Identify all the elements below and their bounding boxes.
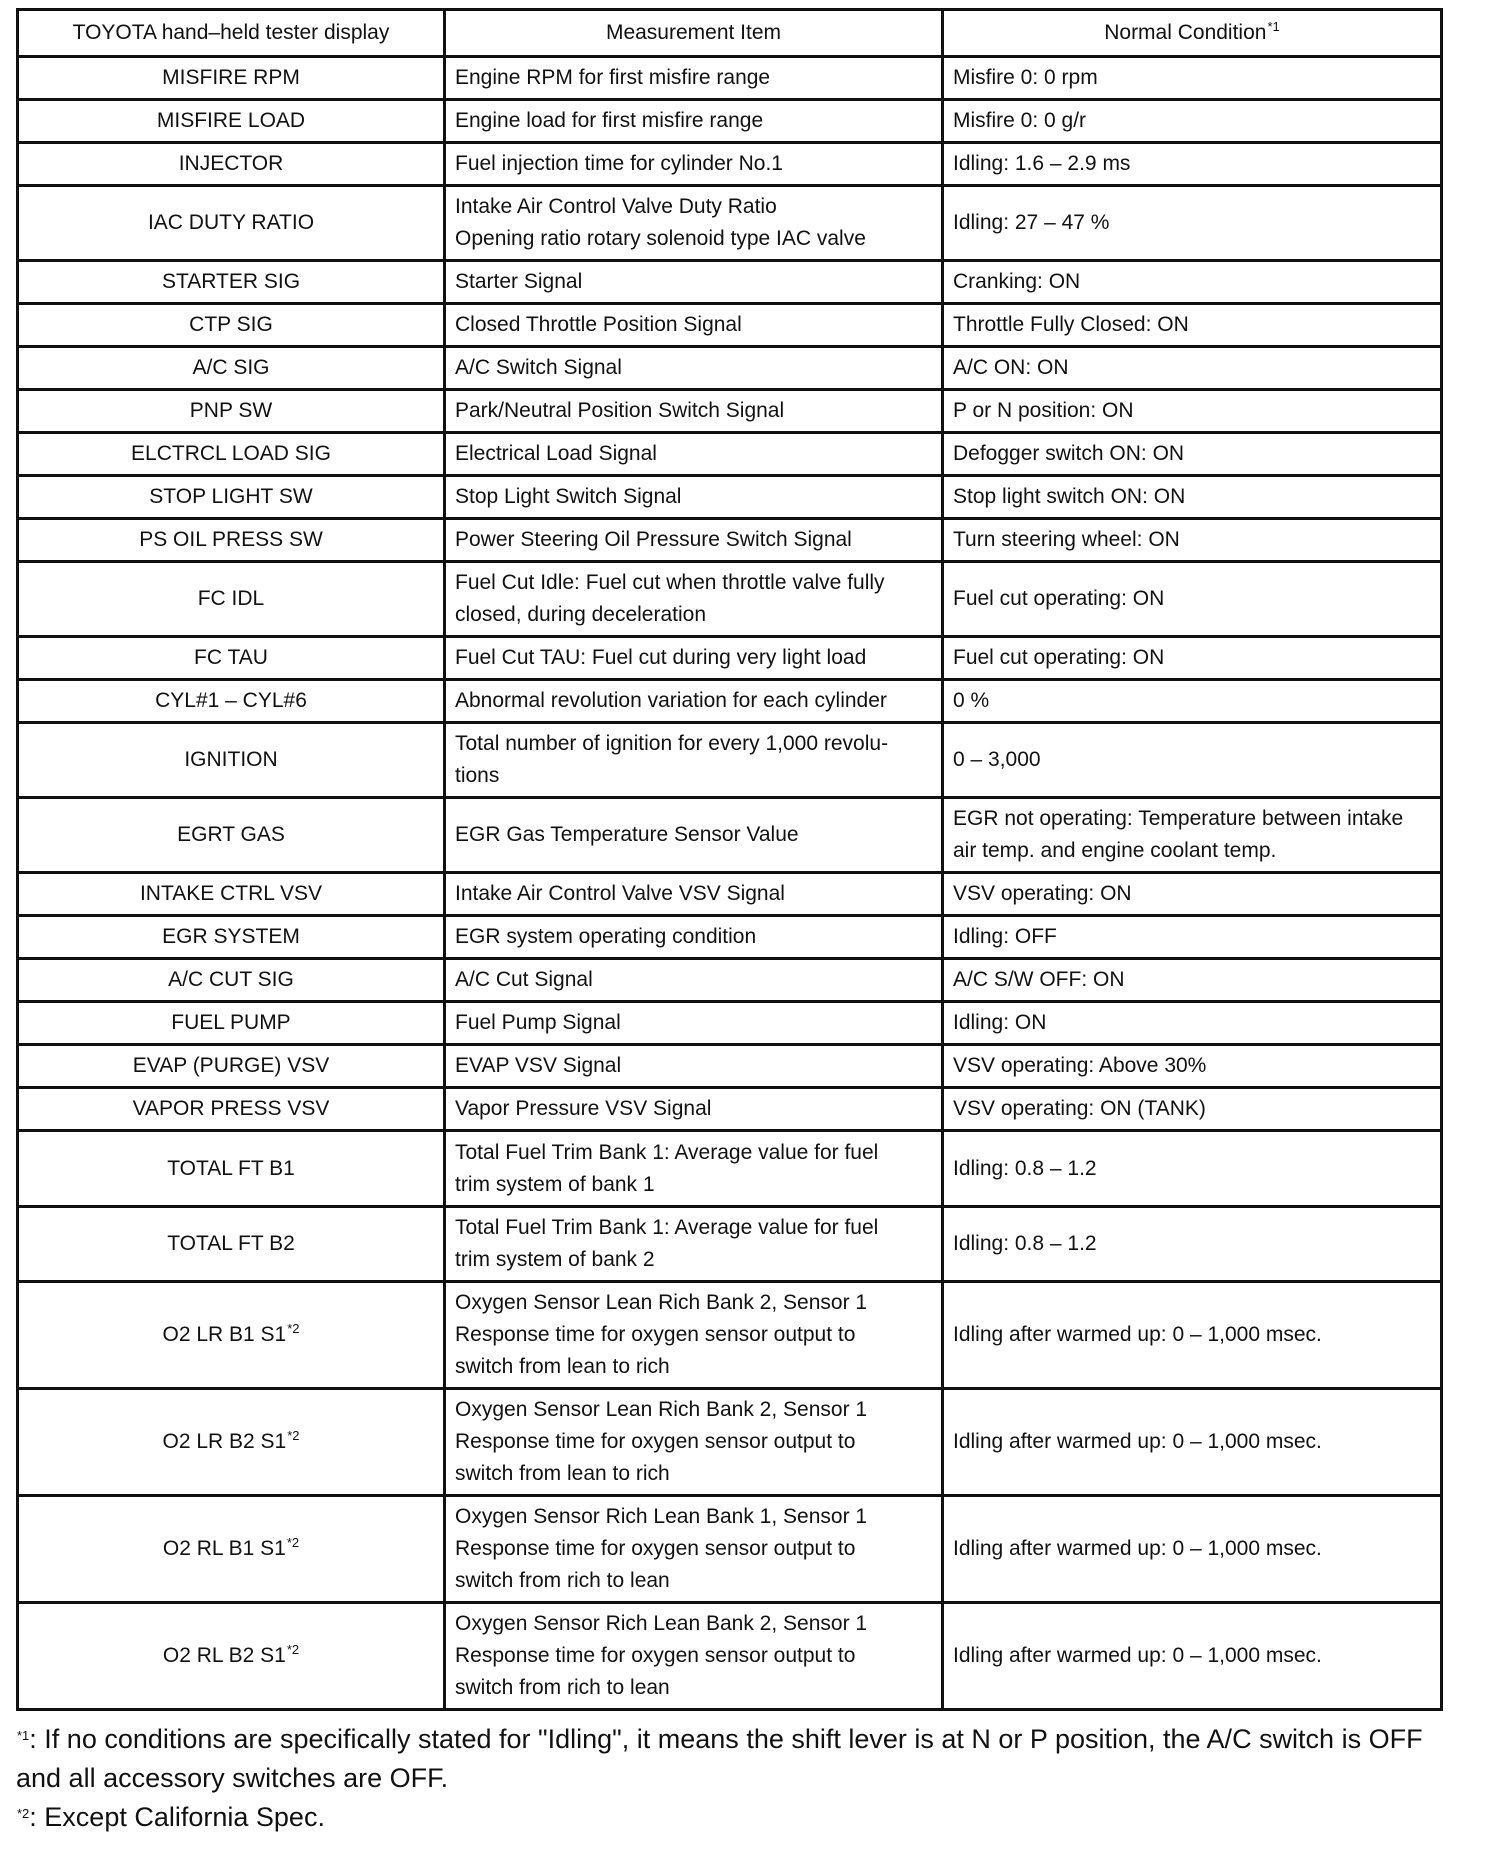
- measurement-item-line: Intake Air Control Valve Duty Ratio: [455, 195, 777, 218]
- measurement-item-cell: [445, 186, 943, 261]
- normal-condition-cell: [943, 1207, 1442, 1282]
- display-cell: [18, 1002, 445, 1045]
- table-row: [18, 1088, 1442, 1131]
- measurement-item-line: trim system of bank 1: [455, 1172, 655, 1196]
- table-row: [18, 261, 1442, 304]
- normal-condition-cell: [943, 347, 1442, 390]
- display-name: A/C SIG: [192, 356, 270, 379]
- header-condition-label: Normal Condition: [1104, 21, 1267, 44]
- measurement-item-line: Starter Signal: [455, 270, 583, 293]
- display-cell: [18, 1045, 445, 1088]
- normal-condition-cell: [943, 100, 1442, 143]
- normal-condition-cell: [943, 304, 1442, 347]
- measurement-item-line: switch from rich to lean: [455, 1676, 670, 1699]
- display-name: PNP SW: [189, 399, 273, 422]
- measurement-item-cell: [445, 723, 943, 798]
- header-display: [18, 10, 445, 57]
- normal-condition-line: P or N position: ON: [953, 399, 1134, 422]
- normal-condition-cell: [943, 1088, 1442, 1131]
- measurement-item-line: Total Fuel Trim Bank 1: Average value for fuel: [455, 1216, 879, 1239]
- measurement-item-cell: [445, 1045, 943, 1088]
- table-row: [18, 519, 1442, 562]
- footnote-text: : Except California Spec.: [29, 1802, 325, 1832]
- measurement-item-cell: [445, 916, 943, 959]
- measurement-item-line: Park/Neutral Position Switch Signal: [455, 399, 785, 422]
- normal-condition-cell: [943, 680, 1442, 723]
- display-name: MISFIRE RPM: [162, 66, 300, 89]
- table-row: [18, 1282, 1442, 1389]
- table-row: [18, 390, 1442, 433]
- normal-condition-line: Misfire 0: 0 g/r: [953, 109, 1087, 132]
- table-row: [18, 1045, 1442, 1088]
- normal-condition-cell: [943, 433, 1442, 476]
- display-cell: [18, 562, 445, 637]
- measurement-item-line: Power Steering Oil Pressure Switch Signal: [455, 528, 852, 551]
- measurement-item-cell: [445, 959, 943, 1002]
- display-cell: [18, 637, 445, 680]
- measurement-item-cell: [445, 1207, 943, 1282]
- normal-condition-cell: [943, 1496, 1442, 1603]
- measurement-item-cell: [445, 476, 943, 519]
- display-cell: [18, 304, 445, 347]
- measurement-item-cell: [445, 261, 943, 304]
- measurement-item-cell: [445, 390, 943, 433]
- measurement-item-cell: [445, 433, 943, 476]
- measurement-item-line: EVAP VSV Signal: [455, 1054, 622, 1077]
- measurement-item-line: Oxygen Sensor Rich Lean Bank 2, Sensor 1: [455, 1612, 868, 1635]
- table-row: [18, 680, 1442, 723]
- normal-condition-cell: [943, 57, 1442, 100]
- display-name: O2 RL B1 S1: [162, 1537, 286, 1560]
- normal-condition-cell: [943, 476, 1442, 519]
- table-row: [18, 143, 1442, 186]
- normal-condition-line: Idling: 27 – 47 %: [953, 211, 1110, 234]
- table-row: [18, 57, 1442, 100]
- normal-condition-line: Throttle Fully Closed: ON: [953, 313, 1189, 336]
- measurement-item-cell: [445, 57, 943, 100]
- measurement-item-line: Fuel Cut Idle: Fuel cut when throttle valve fully: [455, 571, 885, 594]
- display-cell: [18, 390, 445, 433]
- display-name: TOTAL FT B2: [167, 1232, 295, 1255]
- measurement-item-line: Total Fuel Trim Bank 1: Average value for fuel: [455, 1140, 879, 1164]
- measurement-item-cell: [445, 1603, 943, 1710]
- footnote-2: [16, 1798, 1456, 1837]
- footnote-text: : If no conditions are specifically stated for "Idling", it means the shift lever is at N or P position, the A/C switch is OFF and all accessory switches are OFF.: [16, 1724, 1423, 1793]
- display-name: INTAKE CTRL VSV: [139, 882, 323, 905]
- display-cell: [18, 186, 445, 261]
- table-body: [18, 57, 1442, 1710]
- table-row: [18, 1002, 1442, 1045]
- display-cell: [18, 798, 445, 873]
- normal-condition-cell: [943, 959, 1442, 1002]
- display-name: A/C CUT SIG: [168, 968, 294, 991]
- display-cell: [18, 680, 445, 723]
- measurement-item-line: switch from lean to rich: [455, 1462, 670, 1485]
- footnotes: [16, 1720, 1456, 1837]
- display-name: IAC DUTY RATIO: [147, 211, 315, 234]
- display-cell: [18, 873, 445, 916]
- normal-condition-line: Idling: 0.8 – 1.2: [953, 1232, 1097, 1255]
- display-cell: [18, 1389, 445, 1496]
- normal-condition-cell: [943, 1282, 1442, 1389]
- display-cell: [18, 1603, 445, 1710]
- table-row: [18, 916, 1442, 959]
- normal-condition-cell: [943, 1603, 1442, 1710]
- normal-condition-line: Stop light switch ON: ON: [953, 485, 1186, 508]
- measurement-item-cell: [445, 1282, 943, 1389]
- measurement-item-line: Engine load for first misfire range: [455, 109, 764, 132]
- measurement-item-line: Abnormal revolution variation for each cylinder: [455, 689, 887, 712]
- display-name: FUEL PUMP: [171, 1011, 291, 1034]
- table-row: [18, 1389, 1442, 1496]
- display-name: FC TAU: [194, 646, 268, 669]
- measurement-item-line: Response time for oxygen sensor output to: [455, 1537, 856, 1560]
- normal-condition-cell: [943, 519, 1442, 562]
- measurement-item-line: Vapor Pressure VSV Signal: [455, 1097, 712, 1120]
- normal-condition-cell: [943, 1045, 1442, 1088]
- footnote-mark: *2: [287, 1428, 300, 1443]
- measurement-item-line: tions: [455, 764, 500, 787]
- display-name: CTP SIG: [189, 313, 273, 336]
- normal-condition-cell: [943, 1002, 1442, 1045]
- header-normal-condition: [943, 10, 1442, 57]
- normal-condition-line: Fuel cut operating: ON: [953, 587, 1165, 610]
- normal-condition-cell: [943, 798, 1442, 873]
- display-cell: [18, 100, 445, 143]
- normal-condition-cell: [943, 873, 1442, 916]
- measurement-item-cell: [445, 680, 943, 723]
- normal-condition-line: 0 – 3,000: [953, 748, 1041, 771]
- measurement-item-line: trim system of bank 2: [455, 1248, 655, 1271]
- display-name: PS OIL PRESS SW: [139, 528, 323, 551]
- table-row: [18, 433, 1442, 476]
- footnote-mark: *2: [17, 1806, 30, 1821]
- display-cell: [18, 57, 445, 100]
- normal-condition-line: Idling after warmed up: 0 – 1,000 msec.: [953, 1430, 1322, 1453]
- measurement-item-line: Fuel Pump Signal: [455, 1011, 621, 1034]
- measurement-item-cell: [445, 873, 943, 916]
- measurement-item-line: Electrical Load Signal: [455, 442, 657, 465]
- table-row: [18, 186, 1442, 261]
- display-name: INJECTOR: [178, 152, 284, 175]
- display-cell: [18, 1282, 445, 1389]
- measurement-item-cell: [445, 1389, 943, 1496]
- header-item-label: Measurement Item: [605, 21, 782, 44]
- normal-condition-line: Fuel cut operating: ON: [953, 646, 1165, 669]
- display-name: EGRT GAS: [177, 823, 285, 846]
- measurement-item-cell: [445, 637, 943, 680]
- measurement-item-cell: [445, 304, 943, 347]
- measurement-item-line: Intake Air Control Valve VSV Signal: [455, 882, 785, 905]
- normal-condition-cell: [943, 186, 1442, 261]
- display-name: FC IDL: [197, 587, 265, 610]
- table-row: [18, 1603, 1442, 1710]
- measurement-item-cell: [445, 143, 943, 186]
- measurement-item-line: A/C Cut Signal: [455, 968, 593, 991]
- normal-condition-cell: [943, 637, 1442, 680]
- table-row: [18, 304, 1442, 347]
- normal-condition-cell: [943, 723, 1442, 798]
- footnote-mark: *1: [1267, 19, 1280, 34]
- display-cell: [18, 347, 445, 390]
- table-row: [18, 959, 1442, 1002]
- normal-condition-line: Misfire 0: 0 rpm: [953, 66, 1098, 89]
- normal-condition-cell: [943, 916, 1442, 959]
- normal-condition-cell: [943, 1389, 1442, 1496]
- display-name: O2 LR B1 S1: [162, 1323, 287, 1346]
- measurement-item-line: Oxygen Sensor Lean Rich Bank 2, Sensor 1: [455, 1291, 868, 1314]
- measurement-item-cell: [445, 347, 943, 390]
- normal-condition-line: 0 %: [953, 689, 990, 712]
- display-name: MISFIRE LOAD: [156, 109, 306, 132]
- footnote-mark: *1: [17, 1728, 30, 1743]
- measurement-item-line: Total number of ignition for every 1,000 revolu-: [455, 732, 889, 755]
- normal-condition-cell: [943, 562, 1442, 637]
- normal-condition-line: Idling after warmed up: 0 – 1,000 msec.: [953, 1537, 1322, 1560]
- normal-condition-line: Idling: 0.8 – 1.2: [953, 1156, 1097, 1180]
- measurement-item-cell: [445, 1002, 943, 1045]
- measurement-item-line: Closed Throttle Position Signal: [455, 313, 742, 336]
- measurement-item-line: Opening ratio rotary solenoid type IAC valve: [455, 227, 866, 250]
- table-row: [18, 1207, 1442, 1282]
- display-name: VAPOR PRESS VSV: [132, 1097, 330, 1120]
- measurement-item-line: EGR system operating condition: [455, 925, 757, 948]
- table-row: [18, 100, 1442, 143]
- display-cell: [18, 261, 445, 304]
- normal-condition-line: EGR not operating: Temperature between intake: [953, 807, 1404, 830]
- display-name: ELCTRCL LOAD SIG: [131, 442, 331, 465]
- normal-condition-line: Turn steering wheel: ON: [953, 528, 1180, 551]
- normal-condition-line: Defogger switch ON: ON: [953, 442, 1185, 465]
- display-cell: [18, 959, 445, 1002]
- normal-condition-line: VSV operating: Above 30%: [953, 1054, 1207, 1077]
- display-name: EGR SYSTEM: [162, 925, 300, 948]
- display-name: CYL#1 – CYL#6: [155, 689, 307, 712]
- display-name: EVAP (PURGE) VSV: [132, 1054, 330, 1077]
- display-cell: [18, 433, 445, 476]
- normal-condition-cell: [943, 1131, 1442, 1207]
- footnote-mark: *2: [287, 1321, 300, 1336]
- measurement-item-cell: [445, 1088, 943, 1131]
- normal-condition-cell: [943, 143, 1442, 186]
- display-name: STOP LIGHT SW: [149, 485, 313, 508]
- display-cell: [18, 1088, 445, 1131]
- normal-condition-line: A/C ON: ON: [953, 356, 1069, 379]
- table-row: [18, 476, 1442, 519]
- normal-condition-line: Idling: 1.6 – 2.9 ms: [953, 152, 1131, 175]
- normal-condition-line: Idling: ON: [953, 1011, 1047, 1034]
- normal-condition-line: A/C S/W OFF: ON: [953, 968, 1125, 991]
- footnote-mark: *2: [286, 1642, 300, 1657]
- measurement-item-line: closed, during deceleration: [455, 603, 706, 626]
- measurement-item-line: EGR Gas Temperature Sensor Value: [455, 823, 799, 846]
- display-cell: [18, 476, 445, 519]
- display-cell: [18, 916, 445, 959]
- measurement-item-line: Engine RPM for first misfire range: [455, 66, 771, 89]
- display-cell: [18, 1131, 445, 1207]
- measurement-item-line: Stop Light Switch Signal: [455, 485, 682, 508]
- footnote-1: [16, 1720, 1456, 1798]
- table-row: [18, 723, 1442, 798]
- table-row: [18, 637, 1442, 680]
- display-name: O2 LR B2 S1: [162, 1430, 287, 1453]
- display-cell: [18, 143, 445, 186]
- normal-condition-cell: [943, 261, 1442, 304]
- display-cell: [18, 519, 445, 562]
- table-header-row: [18, 10, 1442, 57]
- measurement-item-line: Fuel injection time for cylinder No.1: [455, 152, 783, 175]
- normal-condition-line: Idling after warmed up: 0 – 1,000 msec.: [953, 1323, 1322, 1346]
- measurement-item-line: Response time for oxygen sensor output to: [455, 1323, 856, 1346]
- table-row: [18, 562, 1442, 637]
- normal-condition-line: Cranking: ON: [953, 270, 1081, 293]
- display-name: STARTER SIG: [161, 270, 301, 293]
- measurement-item-cell: [445, 1131, 943, 1207]
- normal-condition-cell: [943, 390, 1442, 433]
- measurement-item-line: Fuel Cut TAU: Fuel cut during very light load: [455, 646, 867, 669]
- measurement-item-cell: [445, 562, 943, 637]
- measurement-item-cell: [445, 1496, 943, 1603]
- normal-condition-line: VSV operating: ON: [953, 882, 1132, 905]
- normal-condition-line: VSV operating: ON (TANK): [953, 1097, 1206, 1120]
- footnote-mark: *2: [286, 1535, 300, 1550]
- table-row: [18, 1496, 1442, 1603]
- table-row: [18, 873, 1442, 916]
- display-cell: [18, 723, 445, 798]
- display-name: TOTAL FT B1: [167, 1156, 295, 1180]
- display-cell: [18, 1207, 445, 1282]
- measurement-table: [16, 8, 1443, 1711]
- normal-condition-line: air temp. and engine coolant temp.: [953, 839, 1277, 862]
- measurement-item-line: switch from rich to lean: [455, 1569, 670, 1592]
- header-measurement-item: [445, 10, 943, 57]
- measurement-item-line: Oxygen Sensor Lean Rich Bank 2, Sensor 1: [455, 1398, 868, 1421]
- measurement-item-cell: [445, 519, 943, 562]
- measurement-item-line: switch from lean to rich: [455, 1355, 670, 1378]
- measurement-item-line: Oxygen Sensor Rich Lean Bank 1, Sensor 1: [455, 1505, 868, 1528]
- table-row: [18, 798, 1442, 873]
- table-row: [18, 347, 1442, 390]
- header-display-label: TOYOTA hand–held tester display: [72, 21, 390, 44]
- measurement-item-cell: [445, 100, 943, 143]
- table-row: [18, 1131, 1442, 1207]
- normal-condition-line: Idling: OFF: [953, 925, 1057, 948]
- display-name: IGNITION: [184, 748, 278, 771]
- measurement-item-line: Response time for oxygen sensor output to: [455, 1644, 856, 1667]
- display-cell: [18, 1496, 445, 1603]
- display-name: O2 RL B2 S1: [162, 1644, 286, 1667]
- normal-condition-line: Idling after warmed up: 0 – 1,000 msec.: [953, 1644, 1322, 1667]
- measurement-item-line: Response time for oxygen sensor output to: [455, 1430, 856, 1453]
- measurement-item-line: A/C Switch Signal: [455, 356, 622, 379]
- measurement-item-cell: [445, 798, 943, 873]
